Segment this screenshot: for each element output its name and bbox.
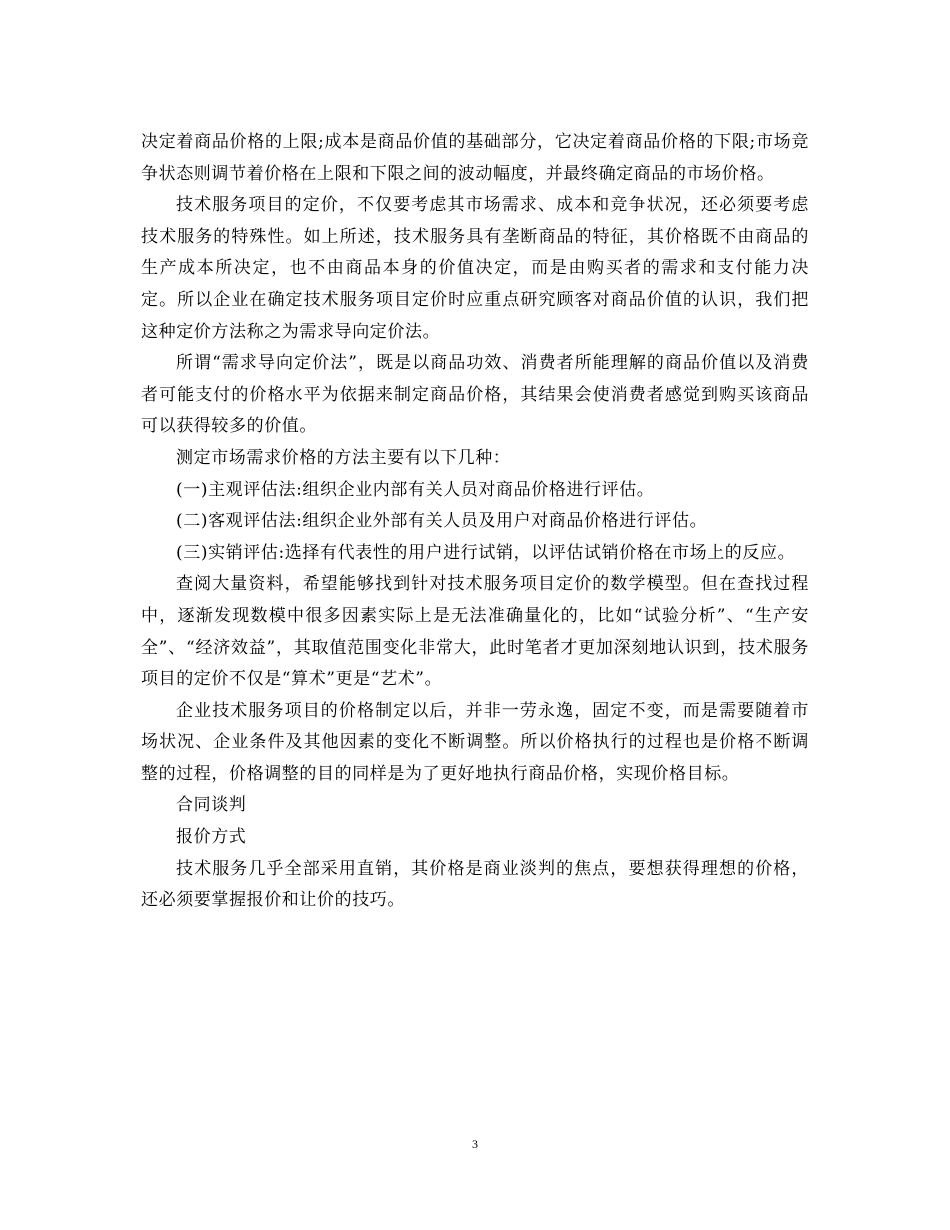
paragraph: 技术服务几乎全部采用直销，其价格是商业淡判的焦点，要想获得理想的价格，还必须要掌握报价和让价的技巧。 <box>141 858 809 911</box>
list-item: (三)实销评估:选择有代表性的用户进行试销，以评估试销价格在市场上的反应。 <box>176 542 796 563</box>
subsection-heading: 报价方式 <box>176 827 247 848</box>
section-heading: 合同谈判 <box>176 795 247 816</box>
paragraph: 测定市场需求价格的方法主要有以下几种： <box>176 447 511 468</box>
list-item: (二)客观评估法:组织企业外部有关人员及用户对商品价格进行评估。 <box>176 511 708 532</box>
document-body <box>141 127 809 917</box>
page-number: 3 <box>472 1137 478 1151</box>
paragraph: 企业技术服务项目的价格制定以后，并非一劳永逸，固定不变，而是需要随着市场状况、企业条件及其他因素的变化不断调整。所以价格执行的过程也是价格不断调整的过程，价格调整的目的同样是为了更好地执行商品价格，实现价格目标。 <box>141 700 809 784</box>
paragraph: 技术服务项目的定价，不仅要考虑其市场需求、成本和竞争状况，还必须要考虑技术服务的特殊性。如上所述，技术服务具有垄断商品的特征，其价格既不由商品的生产成本所决定，也不由商品本身的价值决定，而是由购买者的需求和支付能力决定。所以企业在确定技术服务项目定价时应重点研究顾客对商品价值的认识，我们把这种定价方法称之为需求导向定价法。 <box>141 195 809 342</box>
paragraph-continuation: 决定着商品价格的上限;成本是商品价值的基础部分，它决定着商品价格的下限;市场竞争状态则调节着价格在上限和下限之间的波动幅度，并最终确定商品的市场价格。 <box>141 132 809 184</box>
paragraph: 所谓“需求导向定价法”，既是以商品功效、消费者所能理解的商品价值以及消费者可能支付的价格水平为依据来制定商品价格，其结果会使消费者感觉到购买该商品可以获得较多的价值。 <box>141 353 809 437</box>
paragraph: 查阅大量资料，希望能够找到针对技术服务项目定价的数学模型。但在查找过程中，逐渐发现数模中很多因素实际上是无法准确量化的，比如“试验分析”、“生产安全”、“经济效益”，其取值范围变化非常大，此时笔者才更加深刻地认识到，技术服务项目的定价不仅是“算术”更是“艺术”。 <box>141 574 809 690</box>
list-item: (一)主观评估法:组织企业内部有关人员对商品价格进行评估。 <box>176 479 655 500</box>
